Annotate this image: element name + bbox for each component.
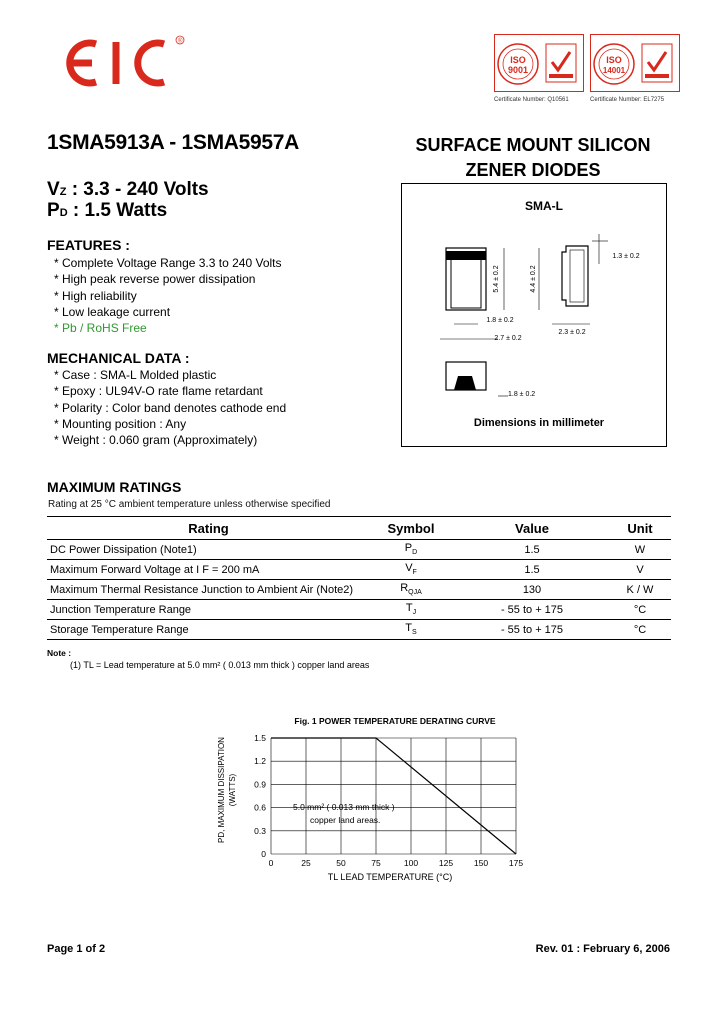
- annotation-line-1: 5.0 mm² ( 0.013 mm thick ): [293, 802, 395, 812]
- note-1: (1) TL = Lead temperature at 5.0 mm² ( 0.013 mm thick ) copper land areas: [70, 660, 370, 670]
- mechanical-item: * Epoxy : UL94V-O rate flame retardant: [54, 384, 263, 399]
- dimensions-caption: Dimensions in millimeter: [473, 417, 605, 429]
- mechanical-item: * Case : SMA-L Molded plastic: [54, 368, 217, 382]
- svg-text:1.8 ± 0.2: 1.8 ± 0.2: [508, 391, 536, 398]
- svg-text:5.4 ± 0.2: 5.4 ± 0.2: [493, 265, 500, 293]
- iso-14001-badge-icon: [590, 34, 680, 92]
- package-outline-box: [401, 183, 667, 447]
- column-header: Unit: [609, 517, 671, 540]
- y-tick-label: 1.2: [254, 756, 266, 767]
- x-tick-label: 125: [438, 858, 454, 868]
- page-number: Page 1 of 2: [47, 943, 106, 955]
- ratings-condition-note: Rating at 25 °C ambient temperature unless otherwise specified: [48, 499, 331, 510]
- mechanical-section: [47, 350, 286, 448]
- column-header: Symbol: [367, 517, 455, 540]
- table-row: Junction Temperature Range $T_J$ - 55 to + 175 °C: [47, 600, 671, 620]
- ratings-header-row: [47, 517, 671, 540]
- chart-grid: [271, 738, 516, 854]
- features-section: [47, 237, 282, 336]
- x-tick-label: 100: [403, 858, 419, 868]
- y-tick-labels: [254, 733, 266, 859]
- mechanical-item: * Mounting position : Any: [54, 416, 187, 431]
- y-tick-label: 0: [261, 849, 266, 859]
- y-tick-label: 0.3: [254, 825, 266, 836]
- y-tick-label: 1.5: [254, 733, 266, 743]
- feature-item-rohs: * Pb / RoHS Free: [54, 321, 147, 336]
- package-name: SMA-L: [525, 199, 563, 213]
- table-row: Storage Temperature Range $T_S$ - 55 to + 175 °C: [47, 620, 671, 640]
- power-dissipation-spec: PD : 1.5 Watts: [47, 200, 168, 221]
- mechanical-item: * Polarity : Color band denotes cathode end: [54, 400, 287, 415]
- annotation-line-2: copper land areas.: [310, 815, 381, 825]
- table-row: Maximum Thermal Resistance Junction to Ambient Air (Note2) $R_{QJA}$ 130 K / W: [47, 580, 671, 600]
- feature-item: * Low leakage current: [54, 304, 171, 319]
- package-dimension-drawing: [402, 184, 666, 446]
- chart-title: Fig. 1 POWER TEMPERATURE DERATING CURVE: [294, 716, 496, 726]
- eic-logo: [58, 34, 188, 92]
- feature-item: * Complete Voltage Range 3.3 to 240 Volts: [54, 256, 282, 270]
- svg-text:2.7 ± 0.2: 2.7 ± 0.2: [494, 335, 522, 342]
- iso-9001-certificate: [494, 34, 584, 103]
- x-tick-labels: [269, 858, 524, 868]
- y-axis-label: PD, MAXIMUM DISSIPATION: [217, 737, 226, 843]
- features-heading: FEATURES :: [47, 237, 130, 253]
- feature-item: * High reliability: [54, 288, 137, 303]
- x-tick-label: 75: [371, 858, 381, 868]
- x-tick-label: 150: [473, 858, 489, 868]
- table-row: DC Power Dissipation (Note1) $P_D$ 1.5 W: [47, 540, 671, 560]
- column-header: Rating: [47, 517, 367, 540]
- certificate-caption: Certificate Number: EL7275: [590, 97, 665, 103]
- svg-text:1.8 ± 0.2: 1.8 ± 0.2: [486, 317, 514, 324]
- ratings-heading: MAXIMUM RATINGS: [47, 479, 182, 495]
- cathode-band: [446, 251, 486, 260]
- x-tick-label: 50: [336, 858, 346, 868]
- derating-curve-chart: [205, 728, 545, 888]
- svg-text:4.4 ± 0.2: 4.4 ± 0.2: [530, 265, 537, 293]
- y-tick-label: 0.6: [254, 802, 266, 813]
- svg-text:1.3 ± 0.2: 1.3 ± 0.2: [612, 253, 640, 260]
- x-axis-label: TL LEAD TEMPERATURE (°C): [327, 872, 453, 882]
- derating-line: [271, 738, 516, 854]
- iso-9001-badge-icon: [494, 34, 584, 92]
- feature-item: * High peak reverse power dissipation: [54, 272, 256, 287]
- x-tick-label: 0: [268, 858, 274, 868]
- table-row: Maximum Forward Voltage at I F = 200 mA $V_F$ 1.5 V: [47, 560, 671, 580]
- svg-text:ISO: ISO: [606, 55, 622, 65]
- mechanical-item: * Weight : 0.060 gram (Approximately): [54, 433, 258, 448]
- registered-mark: ®: [178, 38, 183, 45]
- zener-voltage-spec: VZ : 3.3 - 240 Volts: [47, 179, 209, 200]
- svg-text:ISO: ISO: [510, 55, 526, 65]
- iso-14001-certificate: [590, 34, 680, 103]
- certificate-caption: Certificate Number: Q10561: [494, 97, 569, 103]
- x-tick-label: 25: [301, 858, 311, 868]
- x-tick-label: 175: [508, 858, 524, 868]
- ratings-table: [47, 516, 671, 640]
- y-axis-label-units: (WATTS): [228, 773, 237, 807]
- column-header: Value: [455, 517, 609, 540]
- revision-date: Rev. 01 : February 6, 2006: [535, 943, 670, 955]
- svg-text:14001: 14001: [602, 66, 626, 75]
- part-number-title: 1SMA5913A - 1SMA5957A: [47, 131, 300, 154]
- svg-text:9001: 9001: [507, 65, 529, 75]
- product-description: SURFACE MOUNT SILICON ZENER DIODES: [415, 135, 651, 180]
- mechanical-heading: MECHANICAL DATA :: [47, 350, 190, 366]
- svg-text:2.3 ± 0.2: 2.3 ± 0.2: [558, 329, 586, 336]
- note-heading: Note :: [47, 648, 72, 658]
- y-tick-label: 0.9: [254, 779, 266, 790]
